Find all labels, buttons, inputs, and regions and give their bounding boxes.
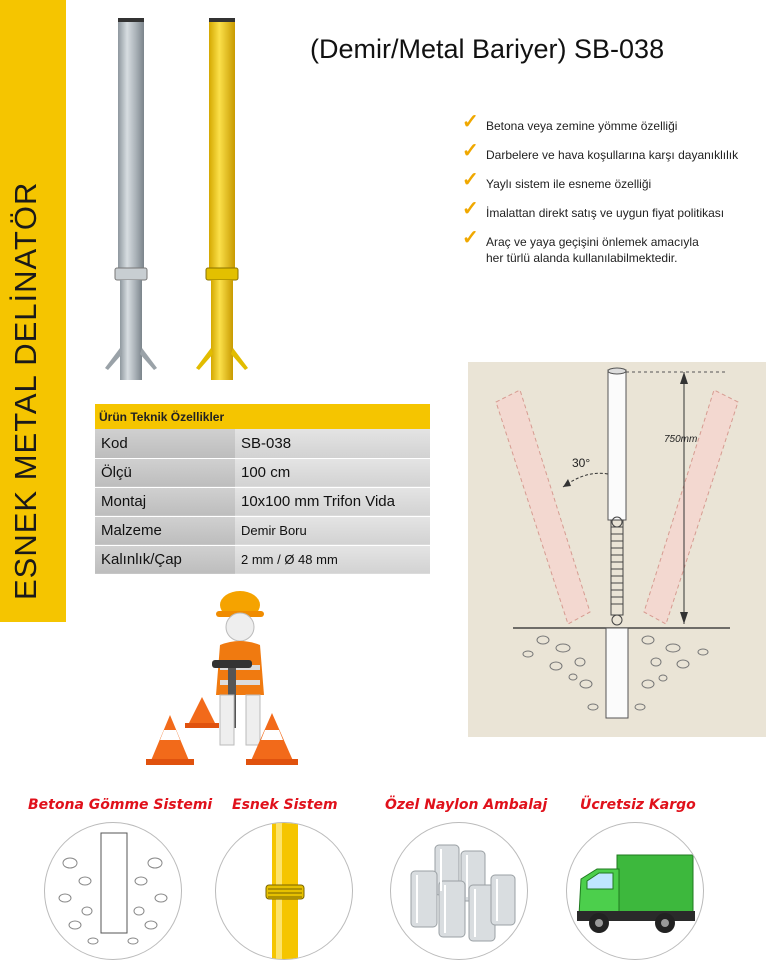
spec-value: 10x100 mm Trifon Vida bbox=[235, 487, 430, 516]
checkmark-icon: ✓ bbox=[462, 169, 479, 191]
table-row bbox=[95, 429, 430, 458]
feature-label-packaging: Özel Naylon Ambalaj bbox=[385, 797, 548, 813]
delivery-truck-icon bbox=[566, 822, 704, 960]
table-row bbox=[95, 458, 430, 487]
spec-value: 2 mm / Ø 48 mm bbox=[235, 545, 430, 574]
feature-item: ✓ Yaylı sistem ile esneme özelliği bbox=[462, 169, 652, 191]
checkmark-icon: ✓ bbox=[462, 140, 479, 162]
feature-item: ✓ Darbelere ve hava koşullarına karşı dayanıklılık bbox=[462, 140, 739, 162]
spec-value: Demir Boru bbox=[235, 516, 430, 545]
table-row bbox=[95, 545, 430, 574]
feature-item: ✓ İmalattan direkt satış ve uygun fiyat politikası bbox=[462, 198, 725, 220]
flex-diagram bbox=[468, 362, 766, 737]
feature-item: ✓ Araç ve yaya geçişini önlemek amacıyla her türlü alanda kullanılabilmektedir. bbox=[462, 227, 699, 265]
checkmark-icon: ✓ bbox=[462, 111, 479, 133]
spec-key: Kod bbox=[95, 429, 235, 458]
spec-key: Montaj bbox=[95, 487, 235, 516]
nylon-rolls-icon bbox=[390, 822, 528, 960]
feature-list bbox=[462, 111, 768, 279]
checkmark-icon: ✓ bbox=[462, 198, 479, 220]
table-row bbox=[95, 487, 430, 516]
spec-key: Malzeme bbox=[95, 516, 235, 545]
worker-with-jackhammer-illustration bbox=[140, 585, 310, 770]
flex-diagram-drawing bbox=[468, 362, 766, 737]
spec-value: SB-038 bbox=[235, 429, 430, 458]
feature-label-concrete: Betona Gömme Sistemi bbox=[28, 797, 213, 813]
feature-label-flexible: Esnek Sistem bbox=[232, 797, 338, 813]
spec-table bbox=[95, 404, 430, 575]
table-row bbox=[95, 516, 430, 545]
vertical-product-title: ESNEK METAL DELİNATÖR bbox=[8, 181, 43, 600]
height-label: 750mm bbox=[664, 434, 698, 445]
feature-item: ✓ Betona veya zemine yömme özelliği bbox=[462, 111, 678, 133]
spec-key: Kalınlık/Çap bbox=[95, 545, 235, 574]
product-posts-image bbox=[100, 18, 260, 388]
angle-label: 30° bbox=[572, 456, 591, 470]
feature-label-shipping: Ücretsiz Kargo bbox=[580, 797, 696, 813]
page-title: (Demir/Metal Bariyer) SB-038 bbox=[310, 34, 665, 64]
spec-key: Ölçü bbox=[95, 458, 235, 487]
flexible-post-icon bbox=[215, 822, 353, 960]
checkmark-icon: ✓ bbox=[462, 227, 479, 249]
spec-table-header: Ürün Teknik Özellikler bbox=[95, 404, 430, 429]
spec-value: 100 cm bbox=[235, 458, 430, 487]
concrete-embed-icon bbox=[44, 822, 182, 960]
